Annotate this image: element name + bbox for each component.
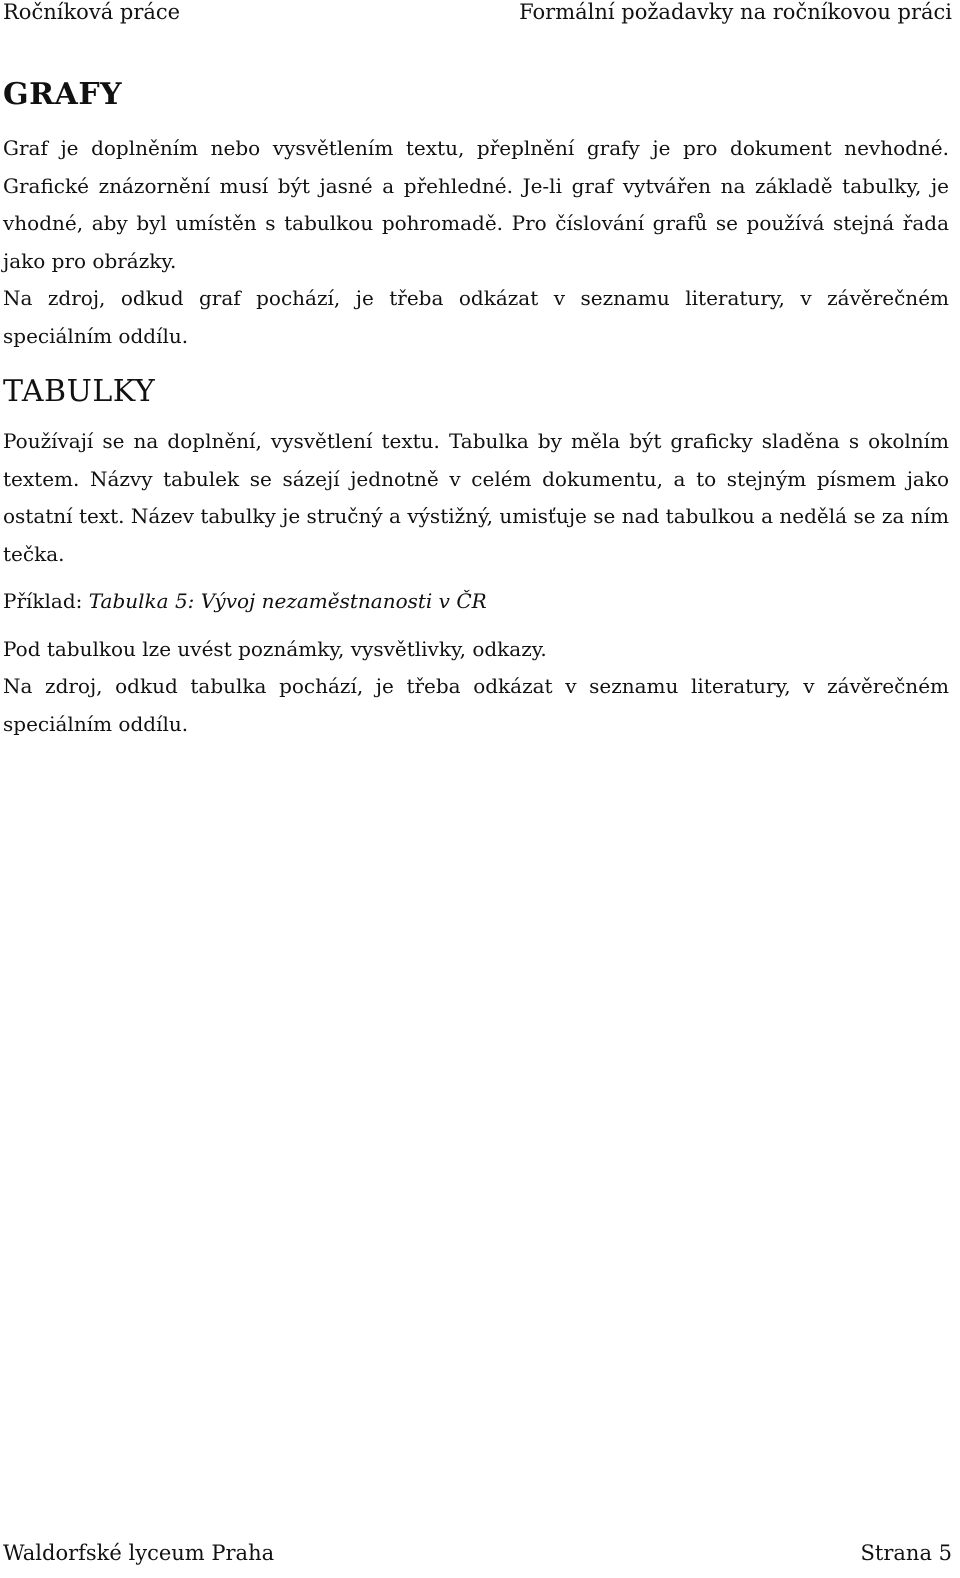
tabulky-example: [3, 583, 949, 621]
page-header: [3, 0, 952, 30]
footer-page-number: Strana 5: [860, 1541, 952, 1565]
tabulky-paragraph-1: Používají se na doplnění, vysvětlení textu. Tabulka by měla být graficky sladěna s okolním textem. Názvy tabulek se sázejí jednotně v celém dokumentu, a to stejným písmem jako ostatní text. Název tabulky je stručný a výstižný, umisťuje se nad tabulkou a nedělá se za ním tečka.: [3, 429, 949, 566]
section-tabulky: [3, 375, 949, 743]
page-footer: [3, 1538, 952, 1568]
header-document-title: Ročníková práce: [3, 0, 181, 24]
tabulky-paragraph-notes: Pod tabulkou lze uvést poznámky, vysvětlivky, odkazy.: [3, 636, 547, 661]
grafy-paragraph-2: Na zdroj, odkud graf pochází, je třeba odkázat v seznamu literatury, v závěrečném speciálním oddílu.: [3, 286, 949, 348]
footer-school-name: Waldorfské lyceum Praha: [3, 1541, 275, 1565]
tabulky-paragraph-source: Na zdroj, odkud tabulka pochází, je třeba odkázat v seznamu literatury, v závěrečném speciálním oddílu.: [3, 674, 949, 736]
section-heading-tabulky: TABULKY: [3, 374, 156, 409]
section-heading-grafy: GRAFY: [3, 77, 123, 112]
page-content: [3, 78, 949, 753]
header-chapter-title: Formální požadavky na ročníkovou práci: [519, 0, 952, 24]
example-label: Příklad:: [3, 589, 89, 613]
section-grafy: [3, 78, 949, 355]
example-caption: Tabulka 5: Vývoj nezaměstnanosti v ČR: [88, 589, 487, 613]
grafy-paragraph-1: Graf je doplněním nebo vysvětlením textu, přeplnění grafy je pro dokument nevhodné. Grafické znázornění musí být jasné a přehledné. Je-li graf vytvářen na základě tabulky, je vhodné, aby byl umístěn s tabulkou pohromadě. Pro číslování grafů se používá stejná řada jako pro obrázky.: [3, 136, 949, 273]
